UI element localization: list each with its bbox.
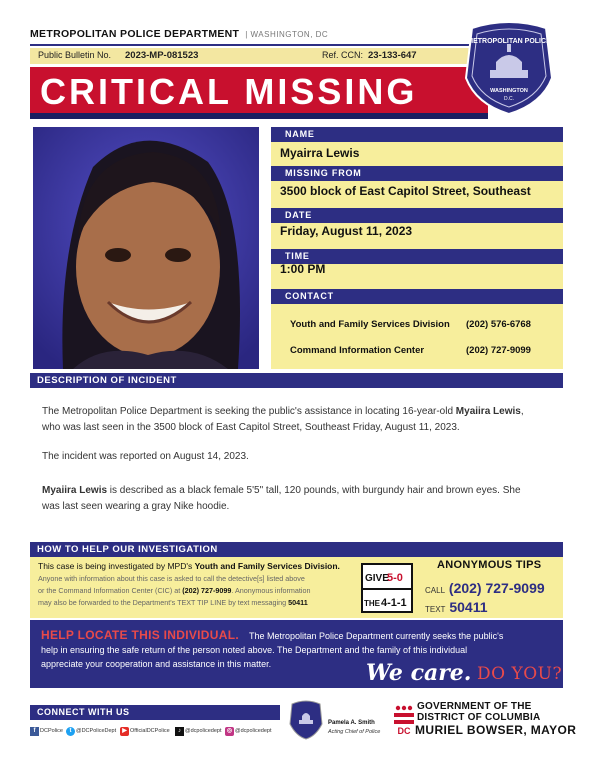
government-line-2: DISTRICT OF COLUMBIA	[417, 712, 541, 723]
twitter-icon: t	[66, 727, 75, 736]
instagram-icon: ◎	[226, 727, 233, 734]
chief-badge-icon	[288, 700, 324, 740]
department-header	[30, 28, 328, 40]
give-number: 5-0	[387, 572, 403, 584]
bulletin-label: Public Bulletin No.	[38, 50, 112, 60]
police-badge-logo	[462, 20, 556, 116]
connect-heading: CONNECT WITH US	[30, 705, 280, 720]
svg-text:DC: DC	[397, 726, 411, 736]
do-you-slogan: DO YOU?	[477, 664, 563, 684]
missing-from-label: MISSING FROM	[271, 166, 563, 181]
youtube-icon: ▶	[120, 727, 129, 736]
tiktok-icon: ♪	[175, 727, 184, 736]
bulletin-bar	[30, 48, 475, 64]
contact-label: CONTACT	[271, 289, 563, 304]
appeal-headline: HELP LOCATE THIS INDIVIDUAL.	[41, 628, 239, 642]
we-care-slogan: We care.	[366, 660, 472, 686]
dc-flag-logo	[394, 704, 414, 736]
appeal-body-3: appreciate your cooperation and assistance in this matter.	[41, 659, 272, 669]
description-paragraph-3: Myaiira Lewis is described as a black female 5'5" tall, 120 pounds, with burgundy hair and brown eyes. She was last seen wearing a gray Nike hoodie.	[42, 485, 521, 512]
badge-top-text: METROPOLITAN POLICE	[467, 38, 551, 45]
chief-name: Pamela A. Smith	[328, 720, 375, 726]
name-label: NAME	[271, 127, 563, 142]
the-text: THE	[364, 599, 380, 608]
text-tip-line[interactable]: TEXT 50411	[425, 599, 488, 615]
social-instagram[interactable]: ◎ @dcpolicedept	[226, 727, 272, 734]
contact-name-1: Youth and Family Services Division	[290, 319, 450, 330]
help-line-1: Anyone with information about this case is asked to call the detective[s] listed above	[38, 574, 305, 583]
badge-bottom-text: WASHINGTON	[490, 88, 528, 94]
contact-phone-1[interactable]: (202) 576-6768	[466, 319, 531, 330]
header-rule	[30, 44, 475, 46]
bulletin-number: 2023-MP-081523	[125, 50, 199, 61]
header-separator: |	[242, 30, 251, 39]
info-panel	[271, 127, 563, 369]
give-50-the-411-logo	[361, 563, 413, 613]
ccn-label: Ref. CCN:	[322, 50, 364, 60]
description-heading: DESCRIPTION OF INCIDENT	[30, 373, 563, 388]
facebook-icon: f	[30, 727, 39, 736]
banner-title: CRITICAL MISSING	[40, 71, 418, 112]
department-name: METROPOLITAN POLICE DEPARTMENT	[30, 28, 240, 40]
contact-name-2: Command Information Center	[290, 345, 425, 356]
department-location: WASHINGTON, DC	[250, 30, 329, 39]
call-tip-line[interactable]: CALL (202) 727-9099	[425, 580, 545, 596]
social-twitter[interactable]: t @DCPoliceDept	[66, 725, 116, 737]
person-name: Myairra Lewis	[280, 146, 360, 160]
time-label: TIME	[271, 249, 563, 264]
chief-title: Acting Chief of Police	[328, 729, 381, 735]
badge-sub-text: D.C.	[504, 96, 514, 102]
person-name-inline: Myaiira Lewis	[455, 406, 521, 417]
missing-from-value: 3500 block of East Capitol Street, Southeast	[280, 184, 531, 198]
contact-phone-2[interactable]: (202) 727-9099	[466, 345, 531, 356]
help-investigated-by: This case is being investigated by MPD's Youth and Family Services Division.	[38, 561, 340, 571]
anonymous-tips-title: ANONYMOUS TIPS	[437, 559, 542, 571]
missing-person-photo	[33, 127, 259, 369]
help-line-3: may also be forwarded to the Department's TEXT TIP LINE by text messaging 50411	[38, 598, 308, 607]
description-paragraph-2: The incident was reported on August 14, 2023.	[42, 451, 249, 462]
date-label: DATE	[271, 208, 563, 223]
mayor-name: MURIEL BOWSER, MAYOR	[415, 723, 577, 737]
description-paragraph-1: The Metropolitan Police Department is seeking the public's assistance in locating 16-year-old Myaiira Lewis, who was last seen in the 3500 block of East Capitol Street, Southeast Friday, August 11, 2023.	[42, 406, 524, 433]
four-one-one: 4-1-1	[381, 597, 407, 609]
social-facebook[interactable]: f DCPolice	[30, 725, 63, 737]
ccn-number: 23-133-647	[368, 50, 417, 61]
text-tip-number[interactable]: 50411	[449, 599, 488, 615]
government-line-1: GOVERNMENT OF THE	[417, 701, 532, 712]
appeal-body-2: help in ensuring the safe return of the person noted above. The Department and the family of this individual	[41, 645, 468, 655]
time-value: 1:00 PM	[280, 262, 326, 276]
date-value: Friday, August 11, 2023	[280, 224, 413, 238]
social-youtube[interactable]: ▶ OfficialDCPolice	[120, 725, 170, 737]
social-tiktok[interactable]: ♪ @dcpolicedept	[175, 725, 221, 737]
help-line-2: or the Command Information Center (CIC) at (202) 727-9099. Anonymous information	[38, 586, 311, 595]
appeal-body-1: The Metropolitan Police Department currently seeks the public's	[249, 631, 504, 641]
give-text: GIVE	[365, 573, 389, 584]
help-heading: HOW TO HELP OUR INVESTIGATION	[30, 542, 563, 557]
call-tip-number[interactable]: (202) 727-9099	[448, 580, 545, 596]
